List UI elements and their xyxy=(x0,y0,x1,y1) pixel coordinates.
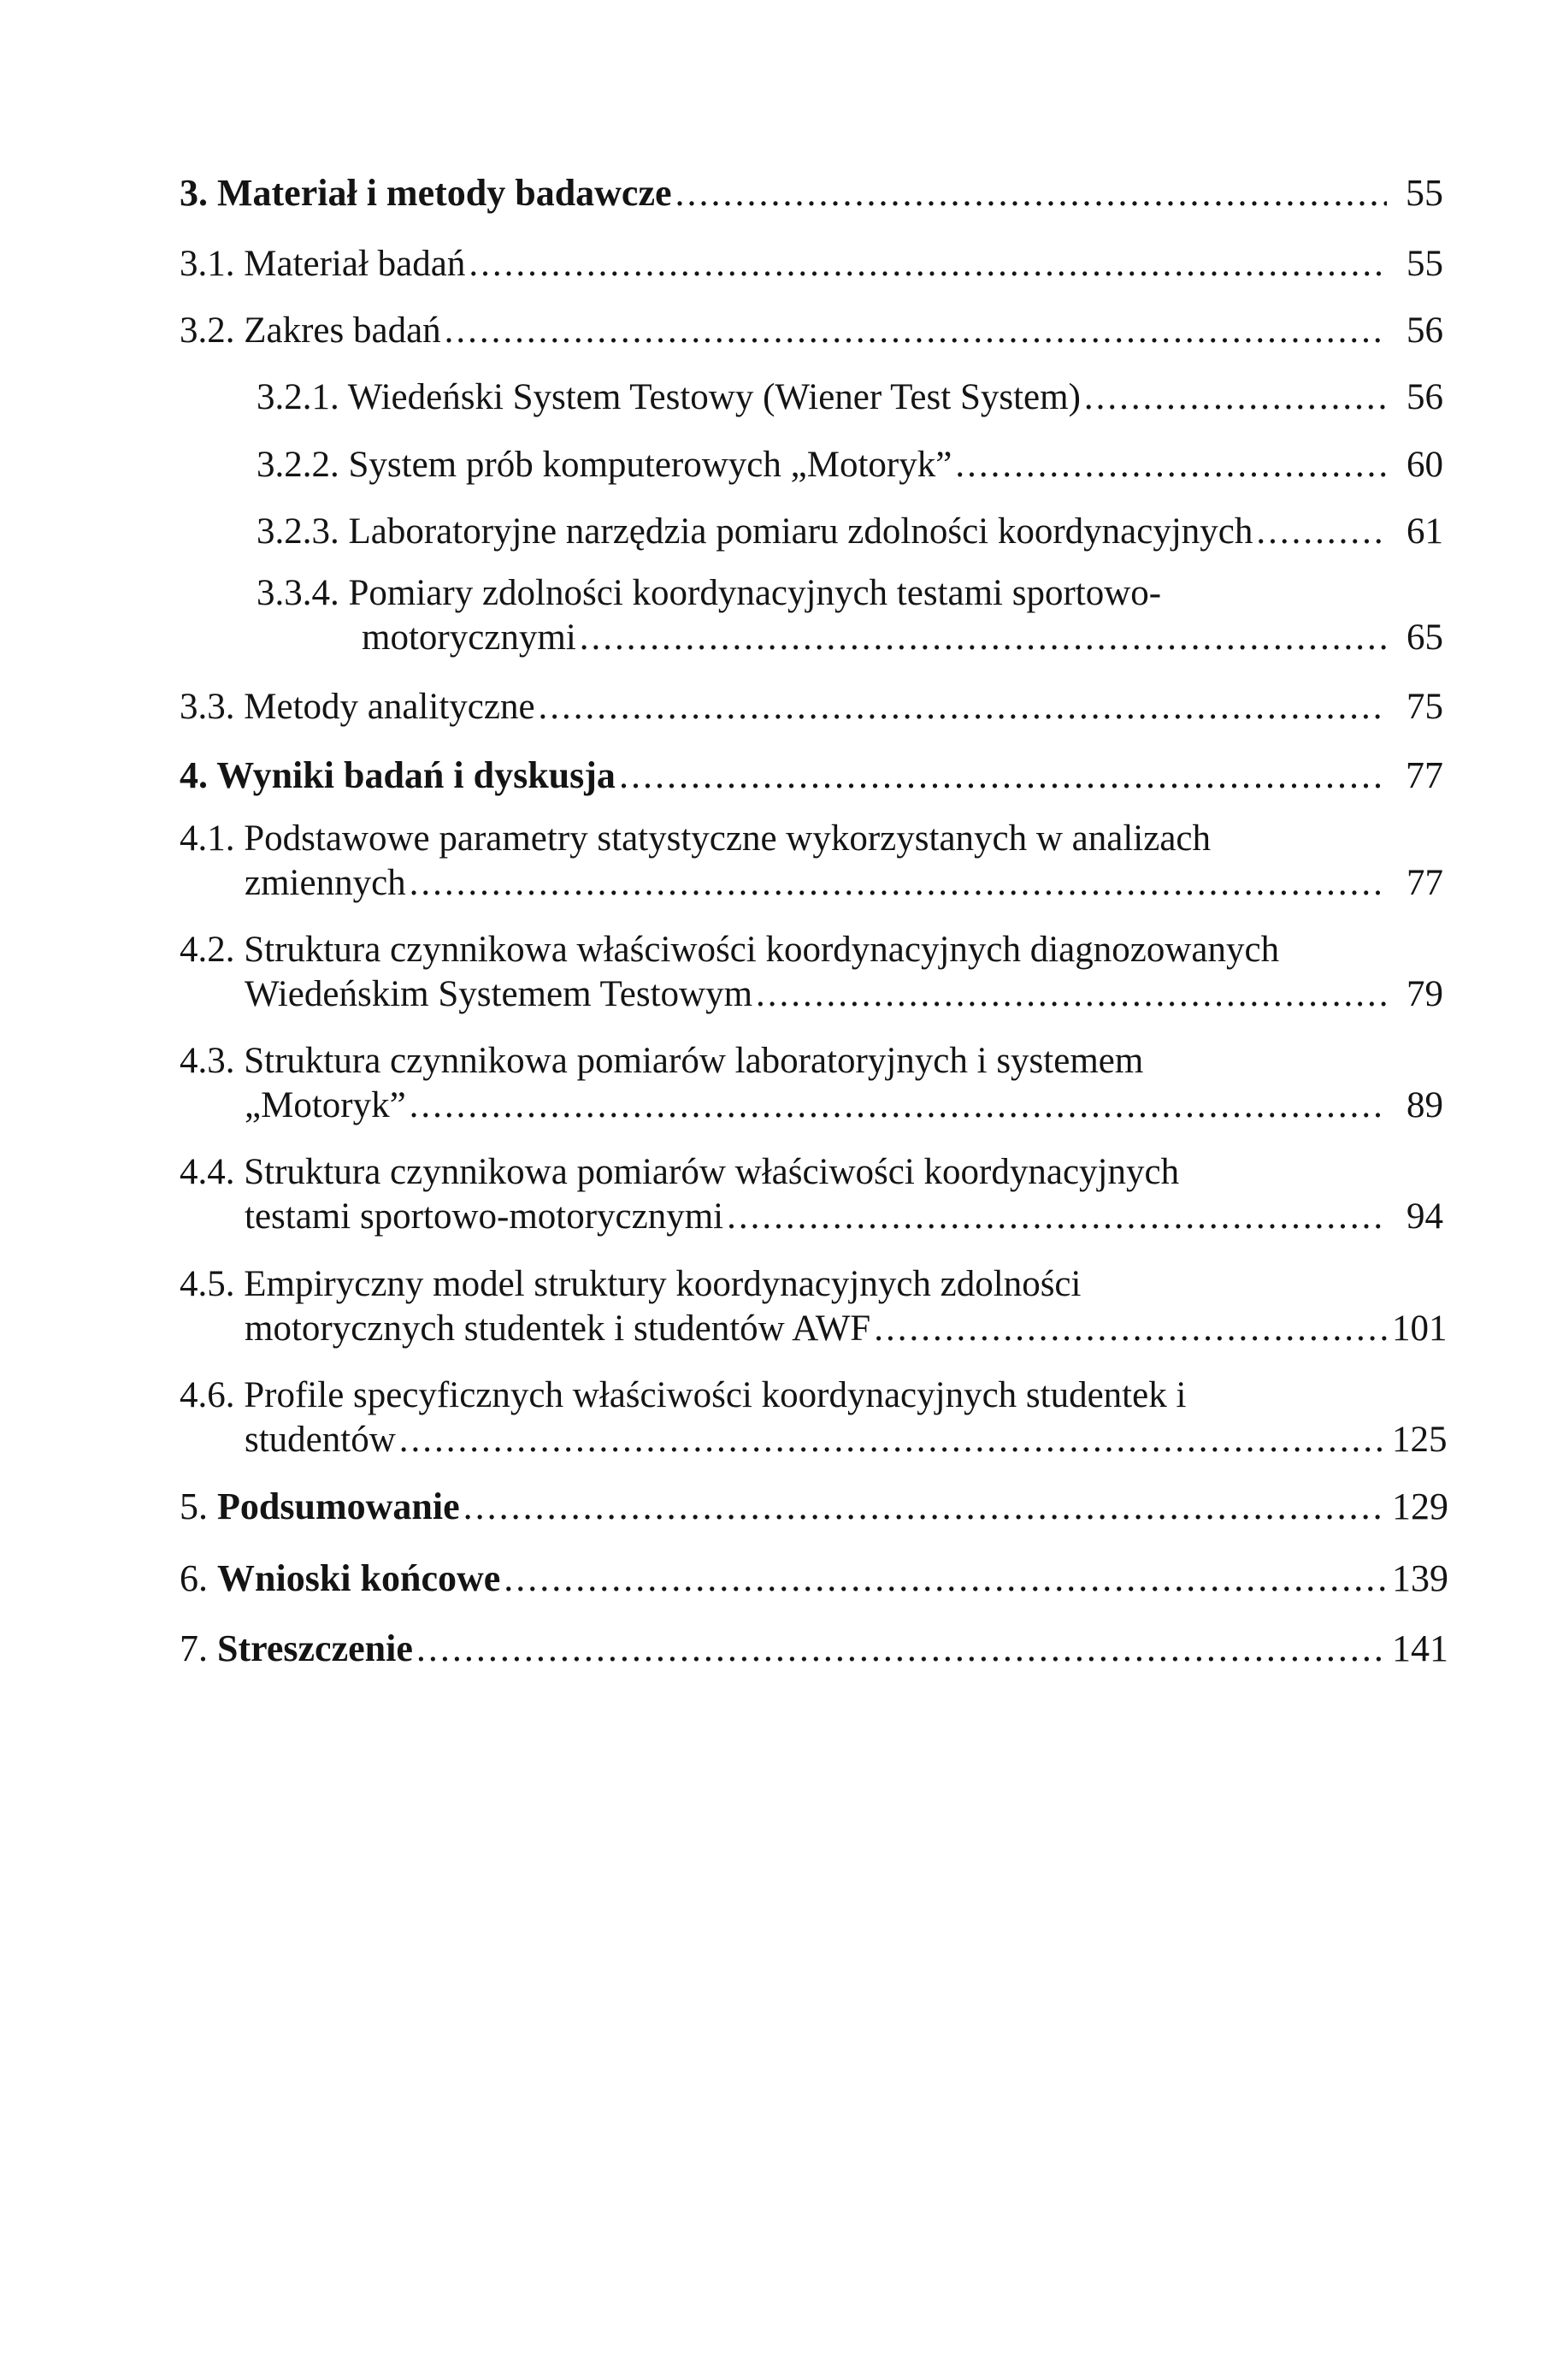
toc-entry-4-1[interactable] xyxy=(180,817,1443,906)
entry-number: 3.2.2. xyxy=(257,445,339,485)
dot-leader xyxy=(955,443,1387,487)
toc-entry-chapter-3[interactable] xyxy=(180,171,1443,216)
entry-number: 4.6. xyxy=(180,1375,235,1415)
page-number: 89 xyxy=(1406,1085,1443,1125)
entry-number: 3.3.4. xyxy=(257,573,339,613)
page-number: 75 xyxy=(1406,687,1443,727)
entry-title-line1: Struktura czynnikowa pomiarów laboratoryjnych i systemem xyxy=(244,1041,1144,1081)
page-number: 65 xyxy=(1406,617,1443,658)
entry-number: 4.4. xyxy=(180,1152,235,1192)
dot-leader xyxy=(416,1627,1387,1671)
entry-title-line2: motorycznych studentek i studentów AWF xyxy=(245,1308,871,1349)
dot-leader xyxy=(445,309,1387,353)
dot-leader xyxy=(463,1485,1387,1529)
toc-entry-chapter-5[interactable] xyxy=(180,1485,1448,1529)
entry-title-line1: Struktura czynnikowa pomiarów właściwości koordynacyjnych xyxy=(244,1152,1180,1192)
page-number: 56 xyxy=(1406,310,1443,351)
page-number: 129 xyxy=(1392,1485,1448,1527)
entry-title-line1: Struktura czynnikowa właściwości koordynacyjnych diagnozowanych xyxy=(244,930,1280,970)
entry-title: Laboratoryjne narzędzia pomiaru zdolności koordynacyjnych xyxy=(348,511,1253,552)
toc-entry-4-5[interactable] xyxy=(180,1262,1448,1351)
dot-leader xyxy=(727,1195,1387,1239)
page-number: 139 xyxy=(1392,1557,1448,1599)
toc-entry-4-6[interactable] xyxy=(180,1373,1448,1462)
entry-title-line1: Podstawowe parametry statystyczne wykorzystanych w analizach xyxy=(244,818,1211,859)
entry-title: Streszczenie xyxy=(217,1627,413,1669)
entry-number: 3.2. xyxy=(180,310,235,351)
entry-number: 3. xyxy=(180,172,208,214)
dot-leader xyxy=(399,1418,1387,1462)
entry-number: 4.2. xyxy=(180,930,235,970)
dot-leader xyxy=(1084,375,1387,420)
entry-title-line1: Empiryczny model struktury koordynacyjnych zdolności xyxy=(244,1264,1082,1304)
page-number: 55 xyxy=(1406,172,1443,214)
page-number: 55 xyxy=(1406,244,1443,284)
dot-leader xyxy=(410,861,1387,906)
toc-entry-3-1[interactable] xyxy=(180,242,1443,286)
entry-number: 3.2.1. xyxy=(257,377,339,417)
entry-number: 3.3. xyxy=(180,687,235,727)
dot-leader xyxy=(410,1084,1387,1128)
toc-entry-chapter-7[interactable] xyxy=(180,1627,1448,1671)
toc-entry-4-4[interactable] xyxy=(180,1150,1443,1239)
entry-number: 5. xyxy=(180,1485,208,1527)
toc-entry-4-2[interactable] xyxy=(180,928,1443,1017)
entry-title-line2: motorycznymi xyxy=(362,617,576,658)
page-number: 77 xyxy=(1406,863,1443,903)
entry-number: 3.2.3. xyxy=(257,511,339,552)
entry-title-line2: testami sportowo-motorycznymi xyxy=(245,1196,724,1237)
entry-title: Materiał badań xyxy=(244,244,466,284)
entry-number: 6. xyxy=(180,1557,208,1599)
toc-entry-3-2-2[interactable] xyxy=(257,443,1443,487)
entry-title: Podsumowanie xyxy=(217,1485,460,1527)
page-number: 56 xyxy=(1406,377,1443,417)
toc-entry-3-3[interactable] xyxy=(180,685,1443,729)
toc-entry-3-2-3[interactable] xyxy=(257,510,1443,554)
page-number: 141 xyxy=(1392,1627,1448,1669)
entry-title: Wnioski końcowe xyxy=(217,1557,501,1599)
entry-title: Materiał i metody badawcze xyxy=(217,172,672,214)
entry-title: Metody analityczne xyxy=(244,687,535,727)
toc-entry-chapter-4[interactable] xyxy=(180,753,1443,798)
toc-entry-4-3[interactable] xyxy=(180,1039,1443,1128)
dot-leader xyxy=(504,1556,1387,1601)
entry-title: Zakres badań xyxy=(244,310,441,351)
entry-title-line1: Profile specyficznych właściwości koordynacyjnych studentek i xyxy=(244,1375,1187,1415)
entry-number: 4.5. xyxy=(180,1264,235,1304)
entry-title-line2: studentów xyxy=(245,1420,396,1460)
entry-number: 4.3. xyxy=(180,1041,235,1081)
dot-leader xyxy=(675,171,1387,216)
entry-number: 3.1. xyxy=(180,244,235,284)
toc-entry-3-2-1[interactable] xyxy=(257,375,1443,420)
entry-title-line2: zmiennych xyxy=(245,863,406,903)
entry-title-line2: „Motoryk” xyxy=(245,1085,406,1125)
dot-leader xyxy=(619,753,1387,798)
toc-entry-chapter-6[interactable] xyxy=(180,1556,1448,1601)
page-number: 94 xyxy=(1406,1196,1443,1237)
entry-number: 7. xyxy=(180,1627,208,1669)
dot-leader xyxy=(874,1307,1387,1351)
dot-leader xyxy=(756,972,1387,1017)
page-number: 101 xyxy=(1392,1308,1448,1349)
page-number: 60 xyxy=(1406,445,1443,485)
page-number: 125 xyxy=(1392,1420,1448,1460)
toc-entry-3-3-4[interactable] xyxy=(257,571,1443,660)
entry-title: System prób komputerowych „Motoryk” xyxy=(348,445,952,485)
entry-title: Wyniki badań i dyskusja xyxy=(216,754,616,796)
page-number: 61 xyxy=(1406,511,1443,552)
page-number: 79 xyxy=(1406,974,1443,1014)
toc-entry-3-2[interactable] xyxy=(180,309,1443,353)
dot-leader xyxy=(539,685,1387,729)
entry-number: 4. xyxy=(180,754,208,796)
entry-title-line2: Wiedeńskim Systemem Testowym xyxy=(245,974,753,1014)
dot-leader xyxy=(1256,510,1387,554)
entry-title-line1: Pomiary zdolności koordynacyjnych testami sportowo- xyxy=(348,573,1162,613)
dot-leader xyxy=(580,616,1387,660)
page-number: 77 xyxy=(1406,754,1443,796)
dot-leader xyxy=(469,242,1387,286)
entry-title: Wiedeński System Testowy (Wiener Test System) xyxy=(347,377,1081,417)
entry-number: 4.1. xyxy=(180,818,235,859)
